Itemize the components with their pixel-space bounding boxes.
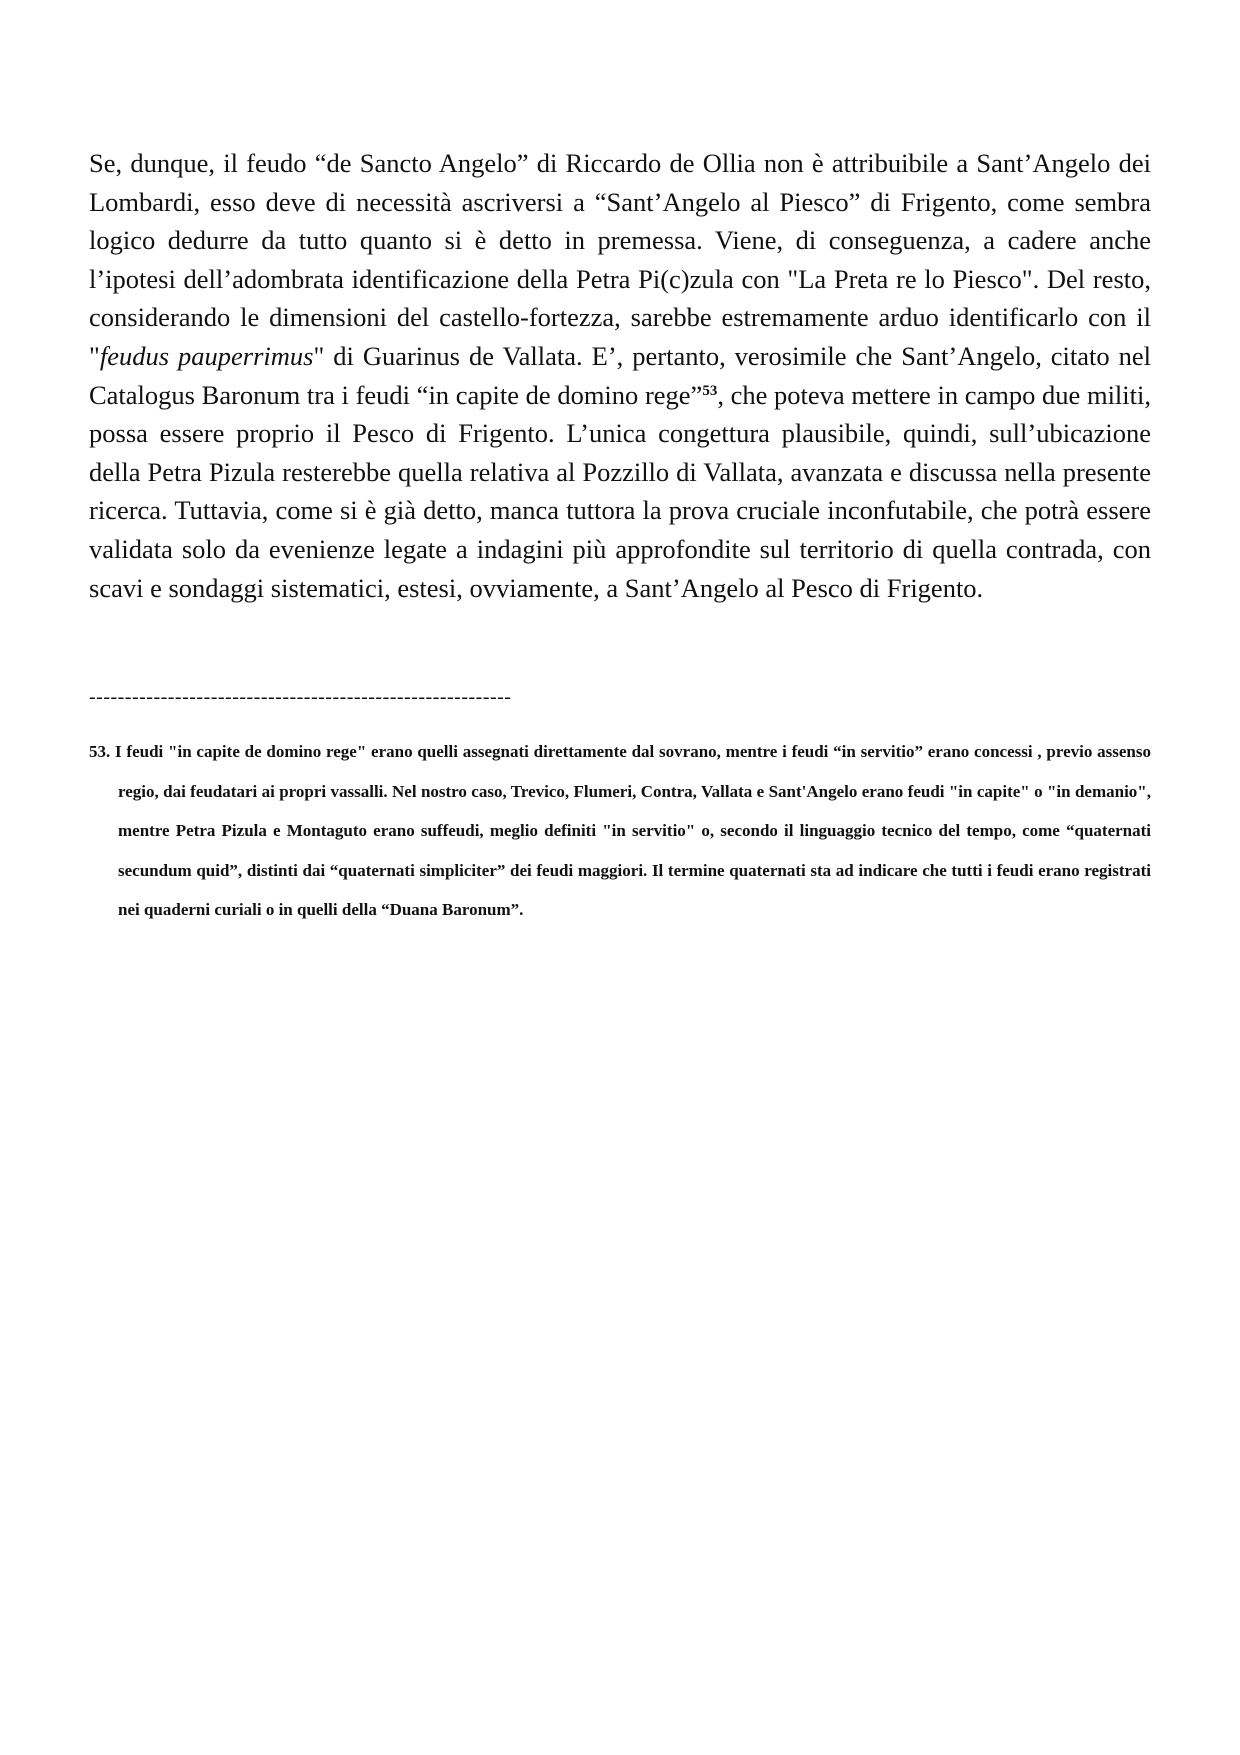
italic-phrase: feudus pauperrimus: [99, 340, 314, 371]
footnote-reference: 53: [702, 382, 718, 399]
paragraph-text-part-1: Se, dunque, il feudo “de Sancto Angelo” di Riccardo de Ollia non è attribuibile a Sant’Angelo dei Lombardi, esso deve di necessità ascriversi a “Sant’Angelo al Piesco” di Frigento, come sembra logico dedurre da tutto quanto si è detto in premessa. Viene, di conseguenza, a cadere anche l’ipotesi dell’adombrata identificazione della Petra Pi(c)zula con "La Preta re lo Piesco". Del resto, considerando le dimensioni del castello-fortezza, sarebbe estremamente arduo identificarlo con il ": [89, 148, 1151, 371]
footnote-number: 53.: [89, 742, 111, 761]
footnote-53: [89, 732, 1151, 930]
footnote-separator: -----------------------------------------------------------: [89, 686, 512, 708]
paragraph-text-part-2: " di Guarinus de Vallata. E’, pertanto, verosimile che Sant’Angelo, citato nel Catalogus Baronum tra i feudi “in capite de domino rege”: [89, 340, 1152, 410]
body-paragraph: [89, 144, 1151, 607]
footnote-text: I feudi "in capite de domino rege" erano quelli assegnati direttamente dal sovrano, mentre i feudi “in servitio” erano concessi , previo assenso regio, dai feudatari ai propri vassalli. Nel nostro caso, Trevico, Flumeri, Contra, Vallata e Sant'Angelo erano feudi "in capite" o "in demanio", mentre Petra Pizula e Montaguto erano suffeudi, meglio definiti "in servitio" o, secondo il linguaggio tecnico del tempo, come “quaternati secundum quid”, distinti dai “quaternati simpliciter” dei feudi maggiori. Il termine quaternati sta ad indicare che tutti i feudi erano registrati nei quaderni curiali o in quelli della “Duana Baronum”.: [110, 742, 1151, 919]
paragraph-text-part-3: , che poteva mettere in campo due militi, possa essere proprio il Pesco di Frigento. L’unica congettura plausibile, quindi, sull’ubicazione della Petra Pizula resterebbe quella relativa al Pozzillo di Vallata, avanzata e discussa nella presente ricerca. Tuttavia, come si è già detto, manca tuttora la prova cruciale inconfutabile, che potrà essere validata solo da evenienze legate a indagini più approfondite sul territorio di quella contrada, con scavi e sondaggi sistematici, estesi, ovviamente, a Sant’Angelo al Pesco di Frigento.: [89, 379, 1152, 603]
